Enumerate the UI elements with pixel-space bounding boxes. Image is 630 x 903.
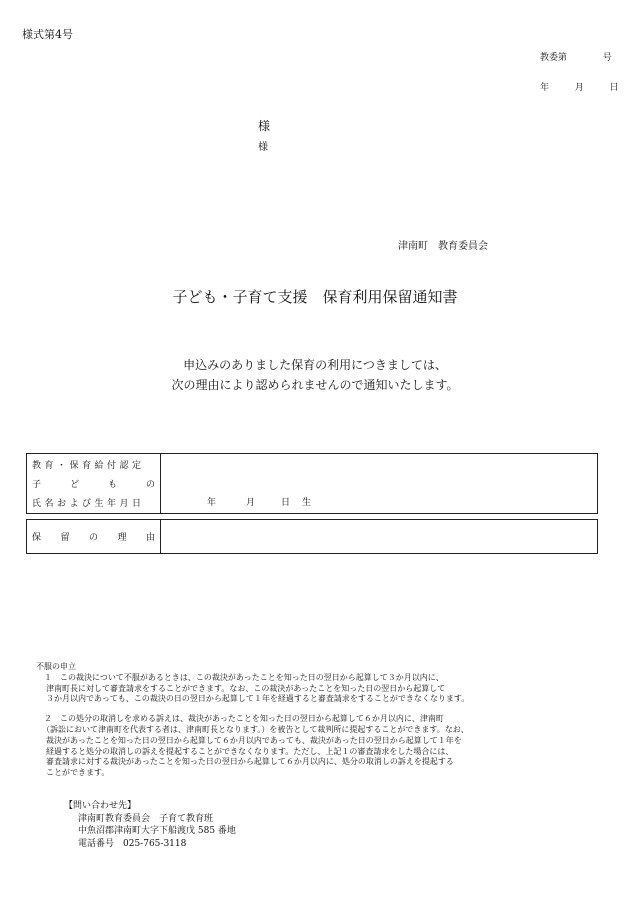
label-char: 留 bbox=[60, 533, 70, 543]
issue-date bbox=[540, 80, 619, 93]
dob-suffix: 生 bbox=[302, 498, 312, 508]
document-title: 子ども・子育て支援 保育利用保留通知書 bbox=[172, 288, 458, 306]
label-char: 保 bbox=[32, 533, 42, 543]
child-info-table bbox=[26, 453, 598, 514]
issuer: 津南町 教育委員会 bbox=[398, 241, 488, 252]
notes-para2-line: ことができます。 bbox=[46, 768, 110, 778]
notes-para1-line: １ この裁決について不服があるときは、この裁決があったことを知った日の翌日から起算して３か月以内に、 bbox=[36, 672, 444, 682]
addressee-line-2: 様 bbox=[258, 142, 268, 153]
dob-day: 日 bbox=[281, 498, 291, 508]
label-text: 氏名および生年月日 bbox=[32, 499, 145, 509]
notes-para2-line: ２ この処分の取消しを求める訴えは、裁決があったことを知った日の翌日から起算して６か月以内に、津南町 bbox=[36, 714, 444, 724]
child-info-label bbox=[27, 454, 161, 514]
appeal-notes bbox=[36, 662, 596, 779]
document-number bbox=[540, 50, 612, 63]
contact-org: 津南町教育委員会 子育て教育班 bbox=[78, 813, 214, 824]
issue-date-day: 日 bbox=[609, 83, 619, 93]
lead-line-2: 次の理由により認められませんので通知いたします。 bbox=[171, 378, 459, 392]
label-char: の bbox=[88, 533, 98, 543]
label-char: も bbox=[107, 480, 117, 490]
reason-table bbox=[26, 519, 598, 554]
notes-para2-line: 経過すると処分の取消しの訴えを提起することができなくなります。ただし、上記１の審査請求をした場合には、 bbox=[46, 746, 454, 756]
child-info-label-line-3 bbox=[32, 496, 155, 509]
reason-label bbox=[27, 520, 161, 554]
notes-para2-line: 審査請求に対する裁決があったことを知った日の翌日から起算して６か月以内に、処分の取消しの訴えを提起する bbox=[46, 757, 454, 767]
dob-month: 月 bbox=[246, 498, 256, 508]
contact-info bbox=[64, 800, 236, 850]
notes-para1-line: 津南町長に対して審査請求をすることができます。なお、この裁決があったことを知った日の翌日から起算して bbox=[46, 683, 446, 693]
notes-para1-line: ３か月以内であっても、この裁決の日の翌日から起算して１年を経過すると審査請求をすることができなくなります。 bbox=[46, 694, 470, 704]
issue-date-year: 年 bbox=[540, 83, 550, 93]
form-number: 様式第4号 bbox=[22, 28, 73, 41]
date-of-birth bbox=[161, 454, 597, 513]
label-char: 由 bbox=[145, 533, 155, 543]
child-info-label-line-2 bbox=[32, 477, 155, 490]
notes-heading: 不服の申立 bbox=[36, 662, 76, 671]
lead-line-1: 申込みのありました保育の利用につきましては、 bbox=[183, 358, 447, 372]
notes-para2-line: 裁決があったことを知った日の翌日から起算して６か月以内であっても、裁決があった日の翌日から起算して１年を bbox=[46, 735, 462, 745]
issue-date-month: 月 bbox=[574, 83, 584, 93]
label-char: の bbox=[145, 480, 155, 490]
dob-year: 年 bbox=[207, 498, 217, 508]
child-info-value[interactable] bbox=[161, 454, 598, 514]
document-number-prefix: 教委第 bbox=[540, 53, 568, 63]
document-number-suffix: 号 bbox=[602, 53, 612, 63]
label-char: ど bbox=[69, 480, 79, 490]
contact-address: 中魚沼郡津南町大字下船渡戊 585 番地 bbox=[78, 826, 236, 836]
reason-value[interactable] bbox=[161, 520, 598, 554]
child-info-label-line-1 bbox=[32, 458, 155, 471]
contact-phone: 電話番号 025-765-3118 bbox=[78, 838, 187, 849]
addressee-line-1: 様 bbox=[258, 119, 271, 133]
contact-heading: 【問い合わせ先】 bbox=[64, 801, 137, 811]
label-char: 子 bbox=[32, 480, 42, 490]
label-char: 理 bbox=[117, 533, 127, 543]
notes-para2-line: （訴訟において津南町を代表する者は、津南町長となります。）を被告として裁判所に提起することができます。なお、 bbox=[42, 724, 469, 734]
label-text: 教育・保育給付認定 bbox=[32, 461, 145, 471]
